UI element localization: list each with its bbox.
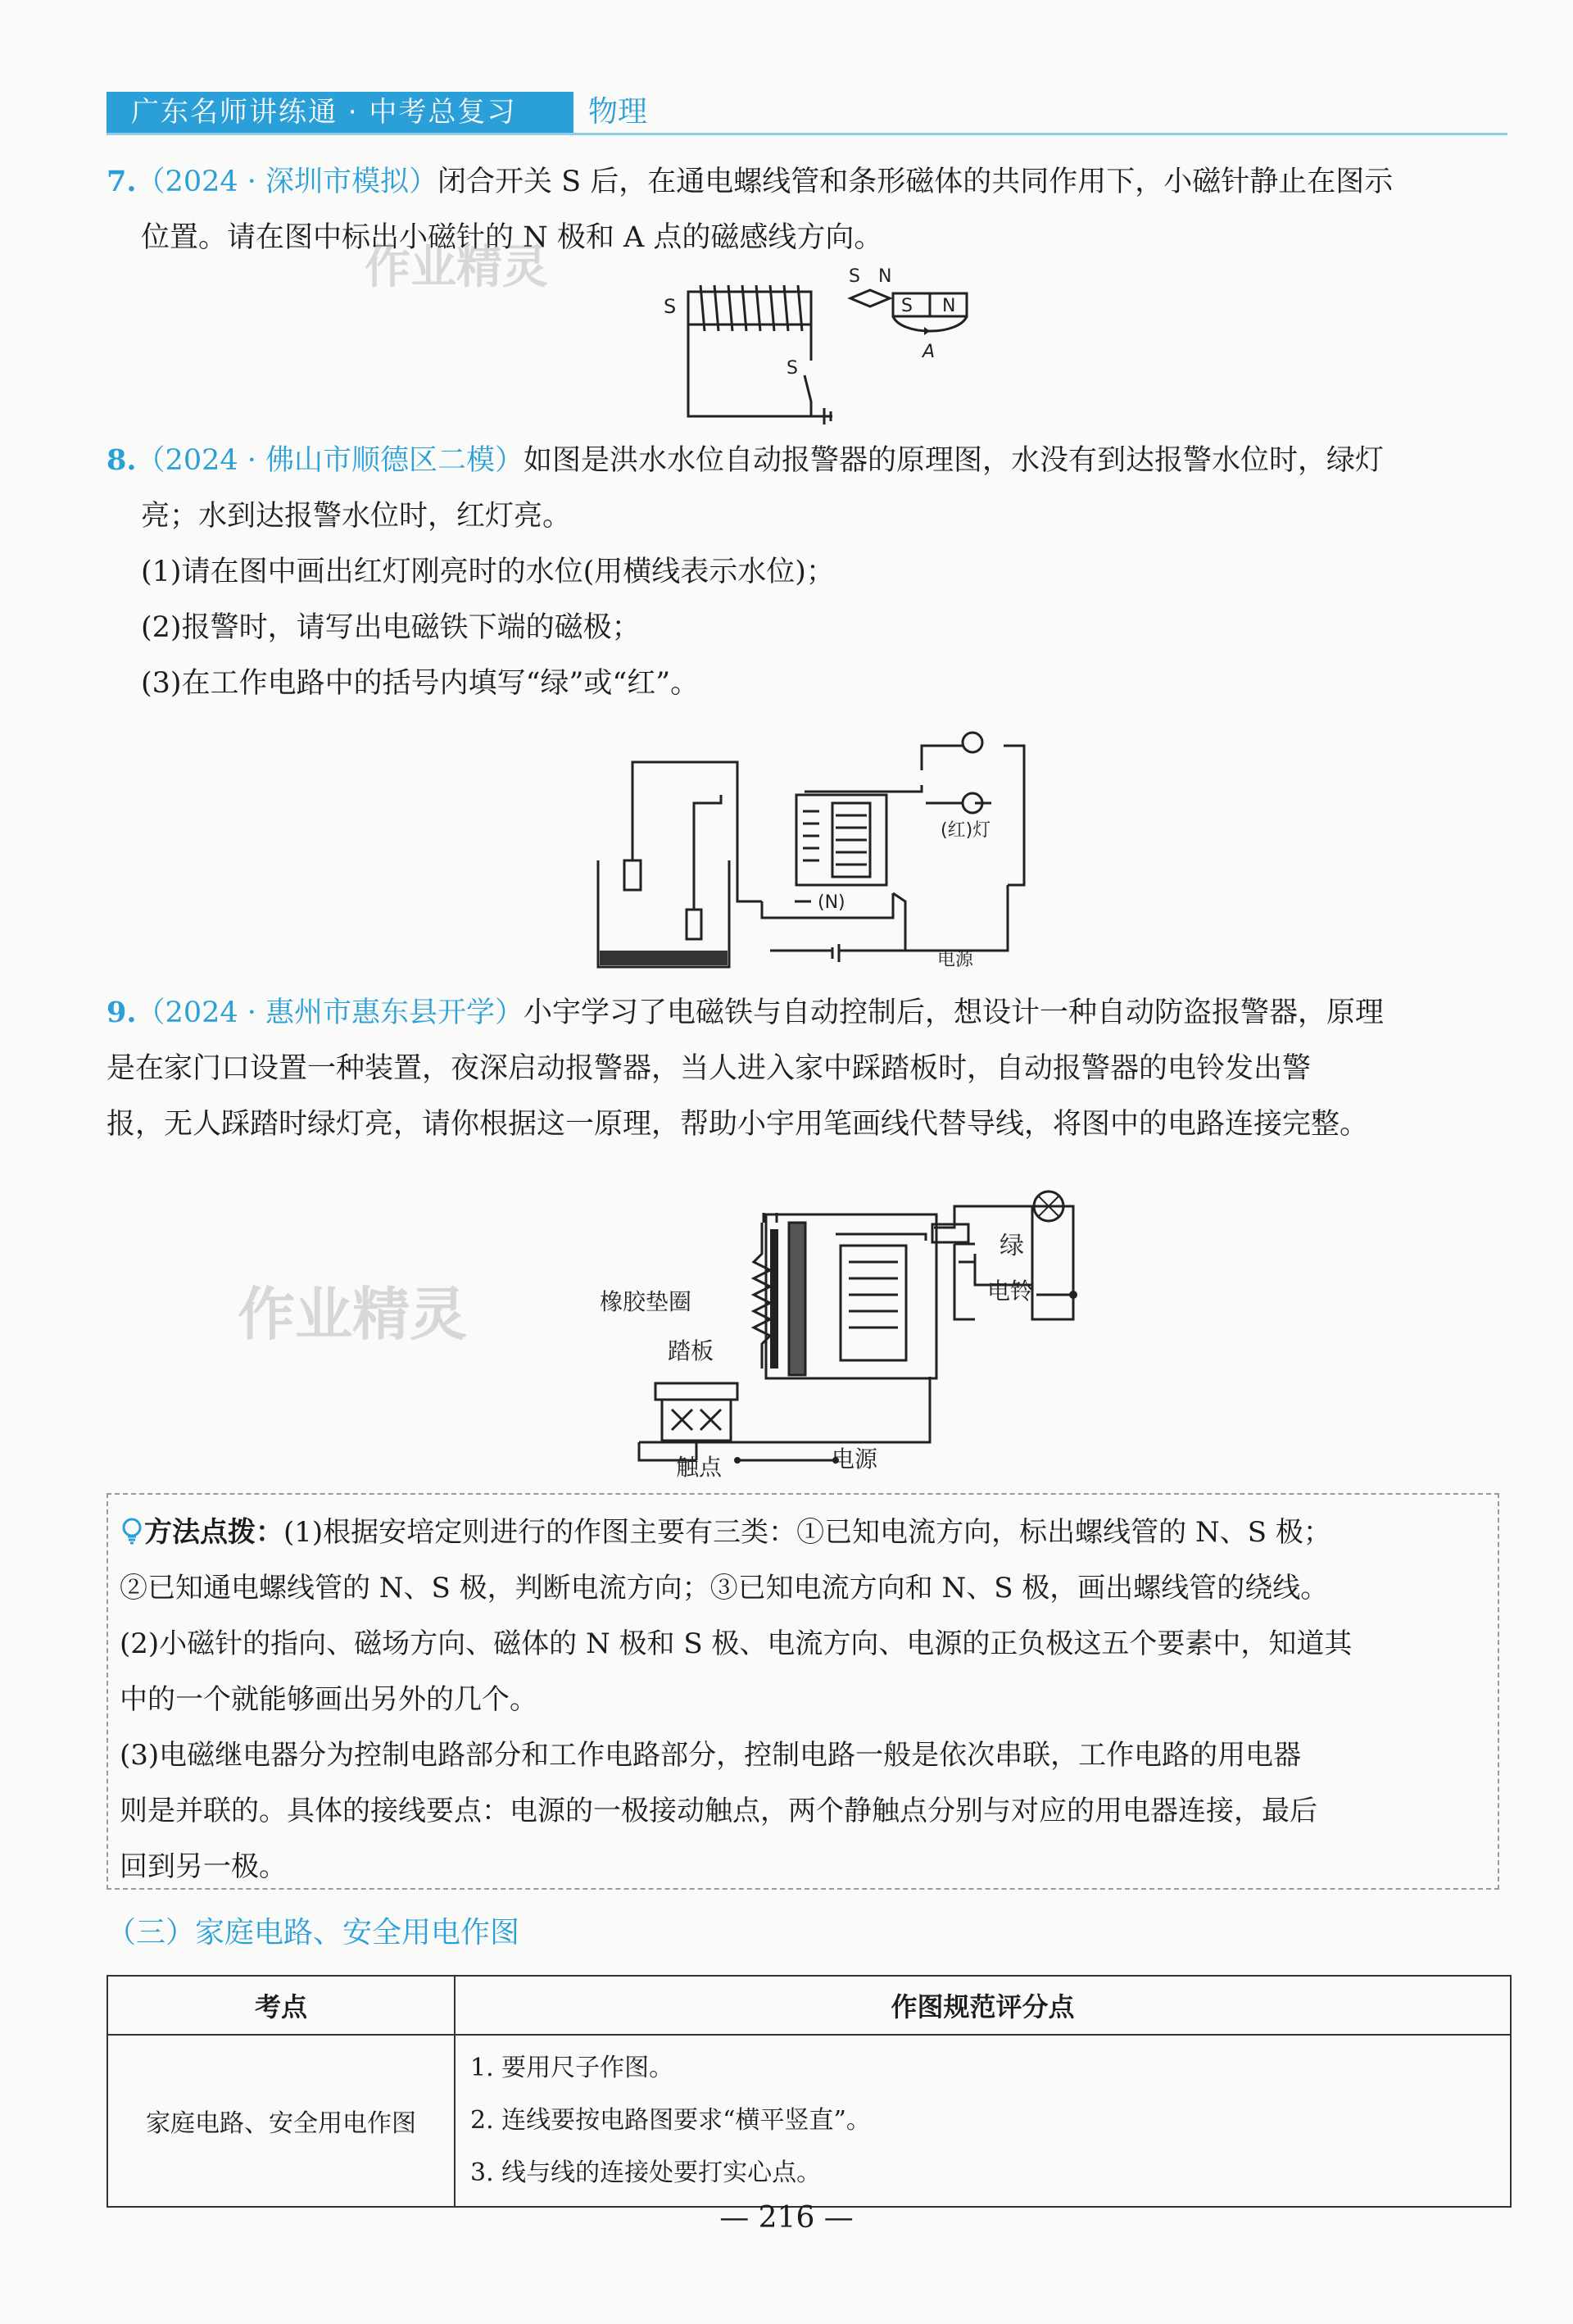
table-row <box>107 2035 1511 2207</box>
q8-label-lamp: (红)灯 <box>941 820 991 841</box>
q8-text-1: 如图是洪水水位自动报警器的原理图，水没有到达报警水位时，绿灯 <box>524 444 1385 477</box>
question-7 <box>107 154 1512 266</box>
q7-line1 <box>107 154 1512 210</box>
table-header-points: 作图规范评分点 <box>455 1976 1511 2035</box>
scoring-table <box>107 1975 1512 2208</box>
q7-text-1: 闭合开关 S 后，在通电螺线管和条形磁体的共同作用下，小磁针静止在图示 <box>437 166 1394 198</box>
question-8 <box>107 433 1512 711</box>
q7-source: （2024 · 深圳市模拟） <box>136 166 437 198</box>
q8-sub-2: (2)报警时，请写出电磁铁下端的磁极； <box>141 611 641 644</box>
method-text-3: (2)小磁针的指向、磁场方向、磁体的 N 极和 S 极、电流方向、电源的正负极这五个要素中，知道其 <box>120 1627 1353 1660</box>
table-points-cell <box>455 2035 1511 2207</box>
q8-text-2: 亮；水到达报警水位时，红灯亮。 <box>141 500 572 533</box>
table-point-1: 1. 要用尺子作图。 <box>470 2054 674 2082</box>
q9-label-power: 电源 <box>832 1446 878 1473</box>
q7-text-2: 位置。请在图中标出小磁针的 N 极和 A 点的磁感线方向。 <box>141 221 883 254</box>
q9-text-2: 是在家门口设置一种装置，夜深启动报警器，当人进入家中踩踏板时，自动报警器的电铃发出警 <box>107 1052 1312 1085</box>
method-text-1: (1)根据安培定则进行的作图主要有三类：①已知电流方向，标出螺线管的 N、S 极； <box>283 1516 1331 1549</box>
q7-label-switch: S <box>786 358 798 379</box>
q8-label-pole: (N) <box>818 892 845 913</box>
method-title: 方法点拨： <box>144 1516 283 1549</box>
table-point-2: 2. 连线要按电路图要求“横平竖直”。 <box>470 2106 871 2135</box>
q8-figure <box>590 713 1049 975</box>
method-text-6: 则是并联的。具体的接线要点：电源的一极接动触点，两个静触点分别与对应的用电器连接，最后 <box>120 1795 1317 1827</box>
method-text-2: ②已知通电螺线管的 N、S 极，判断电流方向；③已知电流方向和 N、S 极，画出螺线管的绕线。 <box>120 1572 1329 1605</box>
q7-label-magnet-n: N <box>942 296 956 316</box>
subject-label: 物理 <box>588 95 648 129</box>
question-9 <box>107 985 1512 1152</box>
q9-text-3: 报，无人踩踏时绿灯亮，请你根据这一原理，帮助小宇用笔画线代替导线，将图中的电路连接完整。 <box>107 1108 1369 1141</box>
method-text-4: 中的一个就能够画出另外的几个。 <box>120 1683 537 1716</box>
q8-sub-3: (3)在工作电路中的括号内填写“绿”或“红”。 <box>141 667 700 700</box>
q9-label-bell: 电铃 <box>987 1278 1034 1305</box>
q9-text-1: 小宇学习了电磁铁与自动控制后，想设计一种自动防盗报警器，原理 <box>524 996 1385 1029</box>
q8-number: 8. <box>107 443 137 477</box>
page-number: — 216 — <box>719 2201 854 2235</box>
q9-source: （2024 · 惠州市惠东县开学） <box>136 996 524 1029</box>
q9-label-green: 绿 <box>1000 1232 1024 1260</box>
book-title: 广东名师讲练通 · 中考总复习 <box>131 96 517 129</box>
section-3-title: （三）家庭电路、安全用电作图 <box>107 1916 520 1950</box>
q9-figure <box>590 1155 1081 1483</box>
table-topic-cell: 家庭电路、安全用电作图 <box>107 2035 455 2207</box>
method-line-1 <box>120 1505 1486 1560</box>
q7-label-point-a: A <box>922 342 936 362</box>
q8-sub-1: (1)请在图中画出红灯刚亮时的水位(用横线表示水位)； <box>141 556 835 588</box>
q7-label-needle-n: N <box>878 266 892 287</box>
q8-label-power: 电源 <box>937 950 974 970</box>
q7-figure <box>655 262 1000 426</box>
table-header-topic: 考点 <box>107 1976 455 2035</box>
watermark-1: 作业精灵 <box>365 241 548 294</box>
lightbulb-icon <box>120 1517 144 1545</box>
q9-label-pedal: 踏板 <box>668 1337 714 1364</box>
q7-label-magnet-s: S <box>901 296 913 316</box>
q7-label-coil-s: S <box>664 295 677 318</box>
q8-source: （2024 · 佛山市顺德区二模） <box>136 444 524 477</box>
table-point-3: 3. 线与线的连接处要打实心点。 <box>470 2158 822 2187</box>
header-rule <box>107 133 1507 135</box>
method-text-5: (3)电磁继电器分为控制电路部分和工作电路部分，控制电路一般是依次串联，工作电路的用电器 <box>120 1739 1302 1772</box>
method-tips-box <box>107 1493 1499 1890</box>
method-text-7: 回到另一极。 <box>120 1850 287 1883</box>
watermark-2: 作业精灵 <box>238 1281 467 1348</box>
table-header-row <box>107 1976 1511 2035</box>
q9-label-rubber: 橡胶垫圈 <box>600 1288 692 1315</box>
q9-number: 9. <box>107 996 137 1029</box>
q7-number: 7. <box>107 165 137 198</box>
q9-label-contact: 触点 <box>676 1454 723 1481</box>
book-title-banner <box>107 92 573 133</box>
q9-line1 <box>107 985 1512 1041</box>
q7-label-needle-s: S <box>849 266 860 287</box>
q8-line1 <box>107 433 1512 488</box>
